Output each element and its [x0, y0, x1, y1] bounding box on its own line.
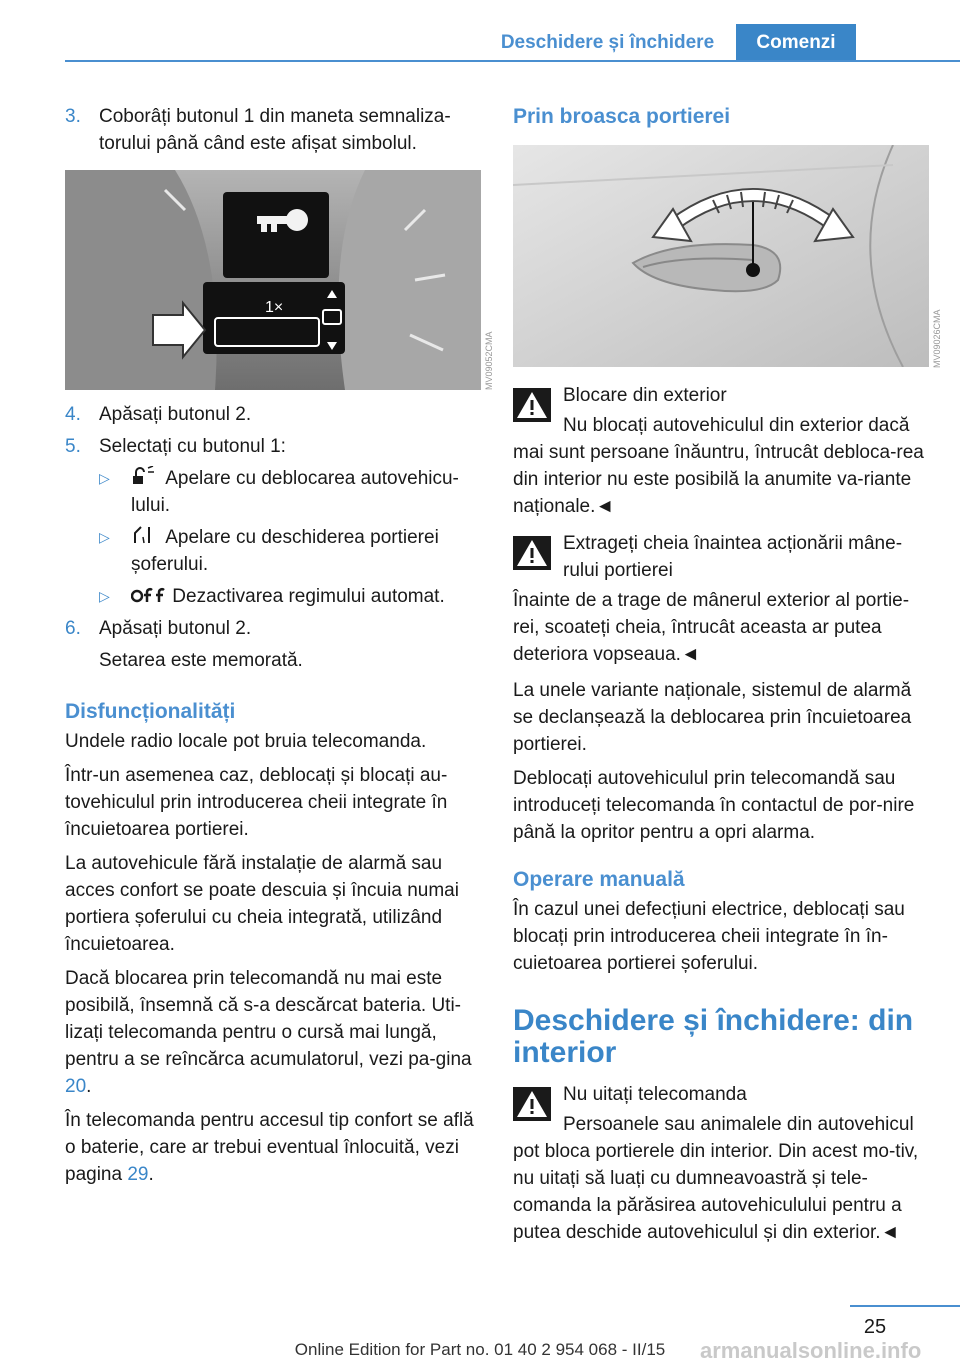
paragraph: La unele variante naționale, sistemul de alarmă se declanșează la deblocarea prin încuietoarea portierei. — [513, 680, 912, 755]
footer-rule — [850, 1305, 960, 1307]
step-5 — [65, 433, 480, 460]
paragraph — [65, 1107, 480, 1188]
door-handle-illustration — [513, 145, 929, 367]
left-column-main — [65, 401, 480, 1188]
bullet-text: Dezactivarea regimului automat. — [172, 586, 445, 607]
left-column-top — [65, 103, 480, 157]
bullet-item — [65, 465, 480, 519]
off-icon — [131, 584, 167, 604]
triangle-bullet-icon: ▷ — [99, 470, 110, 486]
bullet-text: Apelare cu deschiderea portierei șoferului. — [131, 527, 439, 575]
section-heading: Deschidere și închidere: din interior — [513, 1004, 914, 1069]
warning-title: Nu uitați telecomanda — [563, 1084, 747, 1105]
warning-triangle-icon — [513, 536, 551, 570]
warning-text: Nu blocați autovehiculul din exterior dacă mai sunt persoane înăuntru, întrucât debloca-rea din interior nu este posibilă la anumite va-riante naționale.◄ — [513, 415, 924, 517]
figure-code: MV09052CMA — [484, 331, 494, 390]
instrument-cluster-illustration — [65, 170, 481, 390]
watermark: armanualsonline.info — [700, 1338, 922, 1363]
manual-operation-heading: Operare manuală — [513, 868, 685, 891]
warning-block — [513, 382, 928, 409]
footer-edition: Online Edition for Part no. 01 40 2 954 068 - II/15 — [294, 1340, 666, 1359]
step-number: 3. — [65, 106, 81, 127]
paragraph: În cazul unei defecțiuni electrice, deblocați sau blocați prin introducerea cheii integrate în în-cuietoarea portierei șoferului. — [513, 899, 905, 974]
step-text: Apăsați butonul 2. — [99, 404, 252, 425]
door-lock-heading: Prin broasca portierei — [513, 105, 731, 128]
figure-code: MV09026CMA — [932, 309, 942, 368]
warning-triangle-icon — [513, 388, 551, 422]
paragraph — [65, 965, 480, 1100]
malfunction-heading: Disfuncționalități — [65, 700, 236, 723]
display-count: 1× — [265, 299, 284, 316]
step-text: Apăsați butonul 2. — [99, 618, 252, 639]
bullet-item — [65, 583, 480, 610]
step-6-note: Setarea este memorată. — [99, 650, 303, 671]
warning-title: Extrageți cheia înaintea acționării mâne-rului portierei — [563, 533, 903, 581]
bullet-text: Apelare cu deblocarea autovehicu-lului. — [131, 468, 459, 516]
paragraph-text: . — [86, 1076, 92, 1097]
warning-text: Persoanele sau animalele din autovehicul pot bloca portierele din interior. Din acest mo-tiv, nu uitați să luați cu dumneavoastră și tele-comanda la părăsirea autovehiculului pentru a putea deschide autovehiculul și din exterior.◄ — [513, 1114, 919, 1243]
door-lock-figure — [513, 145, 929, 367]
right-column-top — [513, 103, 928, 130]
warning-triangle-icon — [513, 1087, 551, 1121]
header-rule — [65, 60, 960, 62]
step-number: 4. — [65, 404, 81, 425]
triangle-bullet-icon: ▷ — [99, 588, 110, 604]
paragraph-text: În telecomanda pentru accesul tip confort se află o baterie, care ar trebui eventual înlocuită, vezi pagina — [65, 1110, 474, 1185]
bullet-item — [65, 524, 480, 578]
door-open-icon — [131, 525, 161, 545]
unlock-car-icon — [131, 466, 161, 486]
page-number: 25 — [863, 1316, 887, 1338]
header-section-title: Deschidere și închidere — [500, 32, 715, 53]
paragraph: Într-un asemenea caz, deblocați și blocați au-tovehiculul prin introducerea cheii integrate în încuietoarea portierei. — [65, 765, 448, 840]
step-number: 5. — [65, 436, 81, 457]
header-tab-comenzi[interactable]: Comenzi — [736, 24, 856, 62]
step-4 — [65, 401, 480, 428]
right-column-main — [513, 382, 928, 1246]
step-3 — [65, 103, 480, 157]
step-number: 6. — [65, 618, 81, 639]
page-link-29[interactable]: 29 — [127, 1164, 149, 1185]
page-link-20[interactable]: 20 — [65, 1076, 87, 1097]
warning-title: Blocare din exterior — [563, 385, 727, 406]
step-text: Coborâți butonul 1 din maneta semnaliza-torului până când este afișat simbolul. — [99, 106, 451, 154]
step-6 — [65, 615, 480, 642]
instrument-cluster-figure — [65, 170, 481, 390]
step-text: Selectați cu butonul 1: — [99, 436, 286, 457]
warning-text: Înainte de a trage de mânerul exterior al portie-rei, scoateți cheia, întrucât aceasta ar putea deteriora vopseaua.◄ — [513, 590, 910, 665]
paragraph: La autovehicule fără instalație de alarmă sau acces confort se poate descuia și încuia numai portiera șoferului cu cheia integrată, utilizând încuietoarea. — [65, 853, 459, 955]
warning-block — [513, 530, 928, 584]
paragraph-text: . — [148, 1164, 154, 1185]
paragraph: Undele radio locale pot bruia telecomanda. — [65, 731, 427, 752]
triangle-bullet-icon: ▷ — [99, 529, 110, 545]
warning-block — [513, 1081, 928, 1108]
paragraph-text: Dacă blocarea prin telecomandă nu mai este posibilă, însemnă că s-a descărcat bateria. Uti-lizați telecomanda pentru o cursă mai lungă, pentru a se reîncărca acumulatorul, vezi pa-gina — [65, 968, 472, 1070]
paragraph: Deblocați autovehiculul prin telecomandă sau introduceți telecomanda în contactul de por-nire până la opritor pentru a opri alarma. — [513, 768, 915, 843]
